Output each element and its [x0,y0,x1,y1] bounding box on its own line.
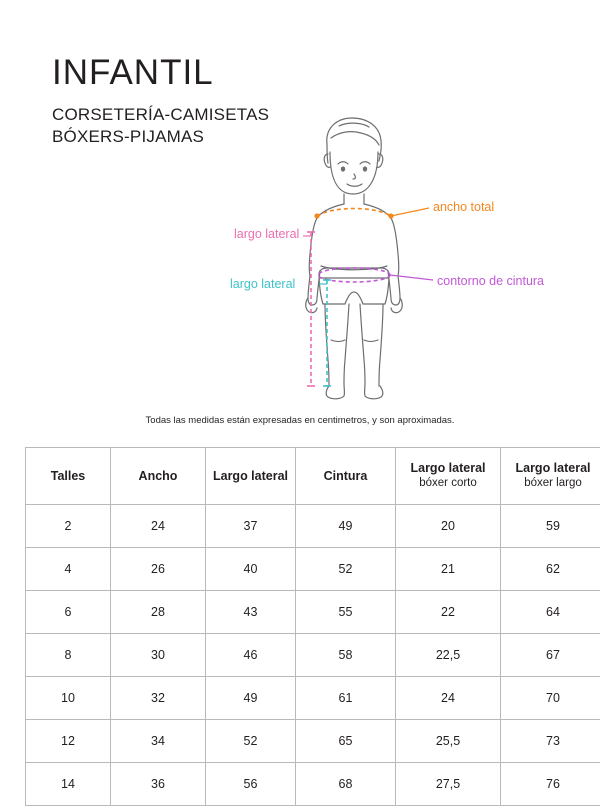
cell-largo-lateral-corto: 24 [396,677,501,720]
cell-cintura: 58 [296,634,396,677]
cell-largo-lateral-corto: 22,5 [396,634,501,677]
cell-ancho: 28 [111,591,206,634]
table-row [26,505,600,548]
header-largo-lateral-boxer-corto-main: Largo lateral [410,461,485,475]
measurement-figure [215,108,585,408]
header-largo-lateral-boxer-corto [396,448,501,505]
cell-largo-lateral-largo: 76 [501,763,600,806]
cell-largo-lateral-largo: 64 [501,591,600,634]
header-largo-lateral-boxer-largo [501,448,600,505]
table-row [26,720,600,763]
cell-largo-lateral-largo: 70 [501,677,600,720]
cell-ancho: 30 [111,634,206,677]
cell-largo-lateral: 49 [206,677,296,720]
cell-talle: 10 [26,677,111,720]
table-row [26,634,600,677]
cell-largo-lateral-corto: 27,5 [396,763,501,806]
size-table-wrapper [25,447,575,806]
cell-cintura: 68 [296,763,396,806]
cell-talle: 12 [26,720,111,763]
cell-ancho: 32 [111,677,206,720]
header-largo-lateral-boxer-largo-main: Largo lateral [515,461,590,475]
table-header-row [26,448,600,505]
measurements-note: Todas las medidas están expresadas en centimetros, y son aproximadas. [0,415,600,426]
header-largo-lateral: Largo lateral [206,448,296,505]
child-body-illustration [215,108,585,408]
ancho-total-leader [391,208,429,216]
label-ancho-total: ancho total [433,200,494,214]
header-talles: Talles [26,448,111,505]
cell-ancho: 34 [111,720,206,763]
cell-cintura: 49 [296,505,396,548]
cell-talle: 2 [26,505,111,548]
cell-cintura: 61 [296,677,396,720]
cell-cintura: 52 [296,548,396,591]
cell-cintura: 65 [296,720,396,763]
cell-largo-lateral-corto: 21 [396,548,501,591]
table-row [26,548,600,591]
page-title: INFANTIL [52,55,269,92]
cell-ancho: 26 [111,548,206,591]
cell-talle: 6 [26,591,111,634]
cell-largo-lateral: 46 [206,634,296,677]
cell-talle: 8 [26,634,111,677]
cell-largo-lateral-corto: 25,5 [396,720,501,763]
cell-largo-lateral-largo: 73 [501,720,600,763]
size-table-body [26,505,600,806]
header-largo-lateral-boxer-largo-sub: bóxer largo [503,477,600,491]
page-subtitle-line-2: BÓXERS-PIJAMAS [52,126,269,148]
cell-cintura: 55 [296,591,396,634]
table-row [26,677,600,720]
header-largo-lateral-boxer-corto-sub: bóxer corto [398,477,498,491]
cell-largo-lateral: 40 [206,548,296,591]
contorno-cintura-leader [390,275,433,280]
table-row [26,591,600,634]
ancho-total-point-left [314,213,319,218]
table-row [26,763,600,806]
cell-largo-lateral: 37 [206,505,296,548]
cell-ancho: 24 [111,505,206,548]
cell-largo-lateral: 56 [206,763,296,806]
cell-largo-lateral-largo: 59 [501,505,600,548]
cell-largo-lateral-corto: 20 [396,505,501,548]
cell-largo-lateral: 52 [206,720,296,763]
size-table [25,447,600,806]
cell-largo-lateral-corto: 22 [396,591,501,634]
label-largo-lateral-teal: largo lateral [230,277,295,291]
label-contorno-cintura: contorno de cintura [437,274,544,288]
cell-largo-lateral: 43 [206,591,296,634]
cell-talle: 14 [26,763,111,806]
header-ancho: Ancho [111,448,206,505]
cell-largo-lateral-largo: 62 [501,548,600,591]
cell-largo-lateral-largo: 67 [501,634,600,677]
header-cintura: Cintura [296,448,396,505]
cell-ancho: 36 [111,763,206,806]
page-subtitle-line-1: CORSETERÍA-CAMISETAS [52,104,269,126]
size-table-head [26,448,600,505]
cell-talle: 4 [26,548,111,591]
label-largo-lateral-pink: largo lateral [234,227,299,241]
